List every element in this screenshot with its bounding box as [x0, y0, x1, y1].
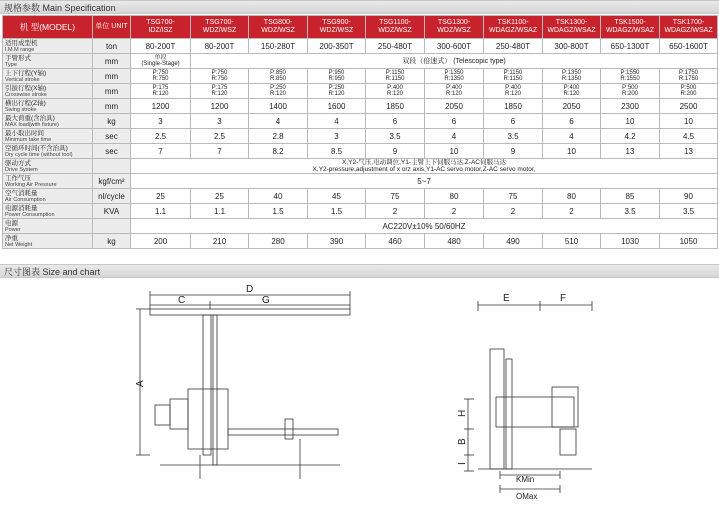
value-cell	[131, 54, 191, 69]
row-power	[3, 219, 718, 234]
label-omax: OMax	[516, 492, 538, 501]
label-f: F	[560, 293, 567, 304]
value-cell: 10	[601, 114, 660, 129]
value-cell: 480	[425, 234, 484, 249]
horizontal-arm	[228, 429, 338, 435]
label-zh: 最大荷重(含治具)	[5, 114, 55, 122]
value-cell	[308, 84, 366, 99]
value-cell: 280	[249, 234, 308, 249]
label-zh: 驱动方式	[5, 159, 31, 167]
unit-cell: kg	[93, 114, 131, 129]
value-cell: 4	[425, 129, 484, 144]
value-cell: 13	[601, 144, 660, 159]
model-header: 机 型(MODEL)	[3, 16, 93, 39]
value-cell: 75	[366, 189, 425, 204]
row-label	[3, 129, 93, 144]
label-zh: 横出行程(Z轴)	[5, 99, 46, 107]
value-cell	[308, 69, 366, 84]
p-value: P:1350	[561, 69, 582, 76]
value-cell: 7	[131, 144, 191, 159]
label-zh: 空循环时间(不含治具)	[5, 144, 68, 152]
label-zh: 空气消耗量	[5, 189, 38, 197]
row-cycle-time	[3, 144, 718, 159]
value-cell: 300-800T	[543, 39, 601, 54]
model-name: TSG900-	[322, 19, 351, 26]
value-cell	[131, 69, 191, 84]
value-cell: 4.5	[660, 129, 718, 144]
value-cell: 4	[543, 129, 601, 144]
label-b: B	[457, 438, 468, 445]
label-zh: 电源消耗量	[5, 204, 38, 212]
label-a: A	[135, 380, 146, 387]
label-zh: 电源	[5, 219, 18, 227]
row-label	[3, 219, 93, 234]
label-en: Vertical stroke	[5, 76, 40, 83]
value-cell: 1.5	[308, 204, 366, 219]
value-cell: 250-480T	[484, 39, 543, 54]
row-label	[3, 69, 93, 84]
value-cell: 2050	[425, 99, 484, 114]
side-gripper	[560, 429, 576, 455]
value-cell: 3.5	[366, 129, 425, 144]
unit-cell: mm	[93, 54, 131, 69]
value-cell: 1850	[484, 99, 543, 114]
model-variant: WDZ/WSZ	[202, 27, 237, 34]
value-cell: 510	[543, 234, 601, 249]
r-value: R:120	[269, 91, 286, 97]
value-cell: 3	[131, 114, 191, 129]
row-label	[3, 189, 93, 204]
value-cell	[366, 84, 425, 99]
model-col	[191, 16, 249, 39]
value-cell: 300-600T	[425, 39, 484, 54]
value-cell	[249, 84, 308, 99]
label-en: Power	[5, 226, 21, 233]
model-name: TSK1700-	[672, 19, 705, 26]
value-cell: 2.5	[131, 129, 191, 144]
model-col	[249, 16, 308, 39]
model-variant: IDZ/ISZ	[148, 27, 173, 34]
label-en: Power Consumption	[5, 211, 55, 218]
motor-box	[170, 399, 188, 429]
robot-dimension-svg	[0, 279, 719, 507]
p-value: P:250	[328, 84, 345, 91]
r-value: R:1750	[678, 76, 699, 82]
model-variant: WDAGZ/WSAZ	[488, 27, 538, 34]
value-cell: 9	[366, 144, 425, 159]
value-cell: 3	[191, 114, 249, 129]
value-cell: 1400	[249, 99, 308, 114]
drive-value-merged	[131, 159, 718, 174]
label-zh: 工作气压	[5, 174, 31, 182]
p-value: P:500	[622, 84, 638, 91]
value-cell	[543, 69, 601, 84]
row-label	[3, 234, 93, 249]
value-cell: 25	[131, 189, 191, 204]
value-cell: 2	[425, 204, 484, 219]
model-name: TSK1100-	[497, 19, 529, 26]
unit-cell: mm	[93, 69, 131, 84]
value-cell	[660, 84, 718, 99]
dimension-drawing	[0, 279, 719, 507]
model-variant: WDZ/WSZ	[378, 27, 412, 34]
value-cell-merged: AC220V±10% 50/60HZ	[131, 219, 718, 234]
label-en: Net Weight	[5, 241, 33, 248]
p-value: P:400	[505, 84, 521, 91]
drive-line-en: X,Y2-pressure,adjustment of x orz axis,Y1-AC servo motor,Z-AC servo motor,	[312, 166, 536, 173]
label-en: Drive System	[5, 166, 38, 173]
p-value: P:1350	[444, 69, 464, 76]
r-value: R:200	[621, 91, 638, 97]
value-cell-merged: 双段（倍速式） (Telescopic type)	[191, 54, 718, 69]
chart-title-en: Size and chart	[42, 267, 101, 277]
label-zh: 上下行程(Y轴)	[5, 69, 47, 77]
model-col	[543, 16, 601, 39]
p-value: P:175	[152, 84, 169, 91]
row-swing	[3, 99, 718, 114]
value-cell: 1200	[131, 99, 191, 114]
model-variant: WDAGZ/WSAZ	[664, 27, 713, 34]
row-label	[3, 114, 93, 129]
value-cell: 13	[660, 144, 718, 159]
value-cell: 3.5	[660, 204, 718, 219]
label-en: Swing stroke	[5, 106, 37, 113]
value-cell: 2.5	[191, 129, 249, 144]
r-value: R:1550	[620, 76, 640, 82]
value-cell: 1200	[191, 99, 249, 114]
value-cell: 9	[484, 144, 543, 159]
model-col	[425, 16, 484, 39]
value-cell: 4	[308, 114, 366, 129]
label-c: C	[178, 295, 186, 306]
value-cell-merged: 5~7	[131, 174, 718, 189]
p-value: P:400	[446, 84, 462, 91]
unit-cell: sec	[93, 129, 131, 144]
model-col	[601, 16, 660, 39]
r-value: R:120	[445, 91, 462, 97]
model-name: TSG1300-	[437, 19, 471, 26]
value-cell: 1.1	[191, 204, 249, 219]
unit-cell: mm	[93, 99, 131, 114]
value-cell	[191, 69, 249, 84]
value-cell	[484, 69, 543, 84]
motor-cap	[155, 405, 170, 425]
value-cell: 90	[660, 189, 718, 204]
value-cell: 85	[601, 189, 660, 204]
value-cell: 2300	[601, 99, 660, 114]
label-en: Type	[5, 61, 17, 68]
value-cell: 6	[543, 114, 601, 129]
r-value: R:1350	[561, 76, 582, 82]
model-col	[131, 16, 191, 39]
model-name: TSK1500-	[614, 19, 646, 26]
row-drive	[3, 159, 718, 174]
label-h: H	[457, 409, 468, 417]
value-cell: 25	[191, 189, 249, 204]
value-cell: 45	[308, 189, 366, 204]
p-value: P:1150	[503, 69, 523, 76]
value-cell	[601, 84, 660, 99]
type-zh: 单段	[154, 54, 167, 61]
row-type	[3, 54, 718, 69]
value-cell: 75	[484, 189, 543, 204]
value-cell	[249, 69, 308, 84]
p-value: P:500	[680, 84, 697, 91]
row-label	[3, 174, 93, 189]
unit-cell: mm	[93, 84, 131, 99]
value-cell: 8.2	[249, 144, 308, 159]
row-vertical	[3, 69, 718, 84]
drive-line-zh: X,Y2-气压,电动调位,Y1-主臂上下伺服马达,Z-AC伺服马达	[342, 159, 506, 166]
unit-cell	[93, 219, 131, 234]
r-value: R:120	[563, 91, 580, 97]
p-value: P:250	[270, 84, 286, 91]
value-cell: 490	[484, 234, 543, 249]
value-cell	[425, 84, 484, 99]
value-cell: 2	[484, 204, 543, 219]
spec-table	[2, 15, 718, 249]
value-cell: 10	[425, 144, 484, 159]
r-value: R:750	[211, 76, 228, 82]
side-column	[490, 349, 504, 469]
model-col	[366, 16, 425, 39]
value-cell: 650-1300T	[601, 39, 660, 54]
value-cell: 4	[249, 114, 308, 129]
p-value: P:175	[211, 84, 228, 91]
value-cell: 10	[660, 114, 718, 129]
spec-title-zh: 规格参数	[4, 3, 41, 13]
row-net-weight	[3, 234, 718, 249]
p-value: P:400	[563, 84, 580, 91]
main-beam	[150, 309, 350, 315]
r-value: R:850	[269, 76, 286, 82]
spec-section-title	[0, 0, 719, 14]
model-variant: WDZ/WSZ	[319, 27, 354, 34]
label-en: MAX load(with fixture)	[5, 121, 59, 128]
p-value: P:1550	[620, 69, 640, 76]
model-variant: WDZ/WSZ	[437, 27, 471, 34]
p-value: P:1150	[385, 69, 405, 76]
unit-cell	[93, 159, 131, 174]
value-cell: 2	[366, 204, 425, 219]
model-name: TSG700-	[205, 19, 234, 26]
r-value: R:1150	[503, 76, 523, 82]
label-en: Dry cycle time (without tool)	[5, 151, 73, 158]
r-value: R:750	[152, 76, 169, 82]
value-cell	[131, 84, 191, 99]
value-cell: 1850	[366, 99, 425, 114]
value-cell: 1.1	[131, 204, 191, 219]
value-cell: 200	[131, 234, 191, 249]
row-take-time	[3, 129, 718, 144]
value-cell	[601, 69, 660, 84]
r-value: R:120	[504, 91, 521, 97]
value-cell: 6	[366, 114, 425, 129]
value-cell: 3.5	[601, 204, 660, 219]
label-zh: 最小取出时间	[5, 129, 44, 137]
value-cell: 80	[425, 189, 484, 204]
label-kmin: KMin	[516, 475, 535, 484]
value-cell: 80-200T	[191, 39, 249, 54]
value-cell	[660, 69, 718, 84]
row-label	[3, 99, 93, 114]
value-cell: 1050	[660, 234, 718, 249]
row-label	[3, 54, 93, 69]
value-cell: 1030	[601, 234, 660, 249]
value-cell: 200-350T	[308, 39, 366, 54]
label-zh: 适用成型机	[5, 39, 38, 47]
row-label	[3, 39, 93, 54]
model-name: TSK1300-	[555, 19, 588, 26]
unit-cell: nl/cycle	[93, 189, 131, 204]
model-col	[484, 16, 543, 39]
row-air-consumption	[3, 189, 718, 204]
model-variant: WDZ/WSZ	[261, 27, 295, 34]
value-cell: 150-280T	[249, 39, 308, 54]
r-value: R:120	[386, 91, 403, 97]
label-i: I	[457, 462, 468, 465]
p-value: P:950	[328, 69, 345, 76]
side-arm	[506, 359, 512, 469]
value-cell: 2500	[660, 99, 718, 114]
chart-section-title	[0, 264, 719, 278]
value-cell: 1.5	[249, 204, 308, 219]
model-variant: WDAGZ/WSAZ	[547, 27, 596, 34]
value-cell: 460	[366, 234, 425, 249]
value-cell: 2.8	[249, 129, 308, 144]
model-name: TSG1100-	[379, 19, 411, 26]
row-imm	[3, 39, 718, 54]
label-d: D	[246, 284, 254, 295]
value-cell: 10	[543, 144, 601, 159]
p-value: P:750	[152, 69, 169, 76]
value-cell: 3	[308, 129, 366, 144]
row-label	[3, 204, 93, 219]
model-name: TSG800-	[263, 19, 293, 26]
value-cell	[543, 84, 601, 99]
p-value: P:750	[211, 69, 228, 76]
row-power-consumption	[3, 204, 718, 219]
row-label	[3, 159, 93, 174]
r-value: R:200	[680, 91, 697, 97]
r-value: R:1150	[385, 76, 405, 82]
label-en: I.M.M range	[5, 46, 35, 53]
value-cell: 650-1600T	[660, 39, 718, 54]
row-label	[3, 84, 93, 99]
value-cell	[366, 69, 425, 84]
value-cell: 6	[484, 114, 543, 129]
row-air-pressure	[3, 174, 718, 189]
p-value: P:1750	[678, 69, 699, 76]
chart-title-zh: 尺寸图表	[4, 267, 41, 277]
unit-cell: KVA	[93, 204, 131, 219]
model-col	[660, 16, 718, 39]
value-cell: 80-200T	[131, 39, 191, 54]
header-row	[3, 16, 718, 39]
spec-title-en: Main Specification	[42, 3, 116, 13]
r-value: R:120	[328, 91, 345, 97]
value-cell: 210	[191, 234, 249, 249]
value-cell: 7	[191, 144, 249, 159]
p-value: P:850	[270, 69, 286, 76]
value-cell: 2	[543, 204, 601, 219]
label-g: G	[262, 295, 270, 306]
value-cell: 80	[543, 189, 601, 204]
side-carriage	[496, 397, 574, 427]
label-en: Working Air Pressure	[5, 181, 57, 188]
value-cell: 2050	[543, 99, 601, 114]
value-cell: 8.5	[308, 144, 366, 159]
value-cell: 6	[425, 114, 484, 129]
value-cell: 3.5	[484, 129, 543, 144]
value-cell	[425, 69, 484, 84]
vertical-column	[203, 315, 211, 455]
r-value: R:120	[152, 91, 169, 97]
type-en: (Single-Stage)	[141, 61, 180, 67]
value-cell: 1600	[308, 99, 366, 114]
unit-cell: ton	[93, 39, 131, 54]
carriage-box	[188, 389, 228, 449]
model-variant: WDAGZ/WSAZ	[605, 27, 655, 34]
value-cell: 250-480T	[366, 39, 425, 54]
r-value: R:950	[328, 76, 345, 82]
row-crosswise	[3, 84, 718, 99]
row-load	[3, 114, 718, 129]
r-value: R:120	[211, 91, 228, 97]
value-cell	[191, 84, 249, 99]
value-cell: 390	[308, 234, 366, 249]
unit-cell: kgf/cm²	[93, 174, 131, 189]
r-value: R:1350	[444, 76, 464, 82]
vertical-arm	[213, 315, 217, 465]
value-cell: 40	[249, 189, 308, 204]
label-en: Minimum take time	[5, 136, 52, 143]
unit-header: 单位 UNIT	[93, 16, 131, 39]
model-col	[308, 16, 366, 39]
label-zh: 净重	[5, 234, 18, 242]
label-en: Air Consumption	[5, 196, 46, 203]
value-cell	[484, 84, 543, 99]
unit-cell: sec	[93, 144, 131, 159]
label-en: Crosswise stroke	[5, 91, 47, 98]
label-zh: 手臂形式	[5, 54, 31, 62]
label-zh: 引拔行程(X轴)	[5, 84, 47, 92]
p-value: P:400	[387, 84, 403, 91]
row-label	[3, 144, 93, 159]
unit-cell: kg	[93, 234, 131, 249]
value-cell: 4.2	[601, 129, 660, 144]
label-e: E	[503, 293, 510, 304]
model-name: TSG700-	[146, 19, 175, 26]
